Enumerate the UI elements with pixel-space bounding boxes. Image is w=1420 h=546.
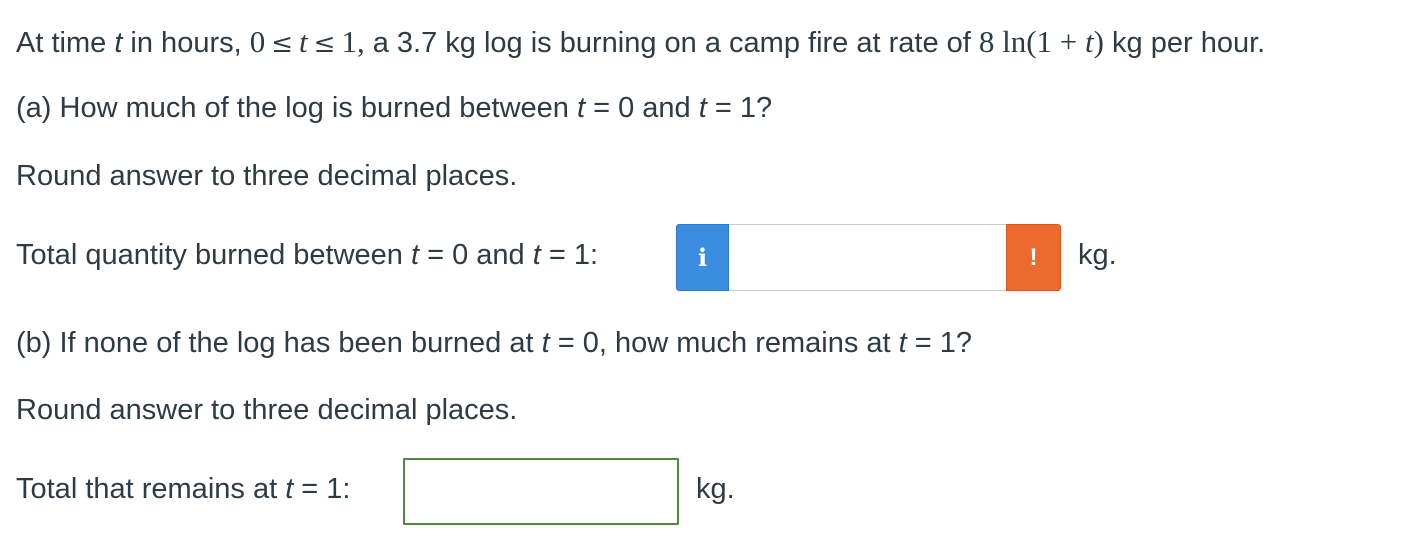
inequality xyxy=(250,24,365,59)
warning-button[interactable] xyxy=(1006,224,1061,291)
inequality-t: t xyxy=(299,24,308,59)
info-button[interactable] xyxy=(676,224,729,291)
info-icon: i xyxy=(697,243,708,272)
part-b-label-var-t: t xyxy=(285,473,294,505)
rate-expression xyxy=(979,24,1104,59)
part-b-unit-label: kg. xyxy=(696,473,735,505)
part-b-question-text: = 0, how much remains at xyxy=(549,327,899,359)
rate-expression-part: 8 ln(1 + xyxy=(978,24,1086,59)
part-a-question-text: = 1? xyxy=(706,92,773,124)
intro-var-t: t xyxy=(114,27,123,59)
part-a-label-text: Total quantity burned between xyxy=(16,239,411,271)
intro-suffix: kg per hour. xyxy=(1104,27,1266,59)
le-symbol: ≤ xyxy=(313,29,336,59)
problem-statement xyxy=(16,24,1265,62)
part-a-unit-label: kg. xyxy=(1078,239,1117,271)
part-a-var-t: t xyxy=(576,92,586,124)
part-a-label-var-t: t xyxy=(411,239,420,271)
part-a-answer-input[interactable] xyxy=(729,224,1007,291)
intro-middle: a 3.7 kg log is burning on a camp fire at rate of xyxy=(364,27,979,59)
part-a-question-text: = 0 and xyxy=(585,92,699,124)
part-b-label-text: = 1: xyxy=(293,473,351,505)
rate-expression-t: t xyxy=(1085,24,1094,59)
le-symbol: ≤ xyxy=(271,29,294,59)
part-a-label-var-t: t xyxy=(532,239,541,271)
part-a-label-text: = 0 and xyxy=(419,239,533,271)
part-b-question xyxy=(16,325,972,361)
part-a-rounding-instruction: Round answer to three decimal places. xyxy=(16,160,518,192)
part-a-question-text: (a) How much of the log is burned between xyxy=(16,92,577,124)
part-a-label-text: = 1: xyxy=(540,239,599,271)
intro-in-hours: in hours, xyxy=(122,27,250,59)
inequality-low: 0 xyxy=(249,24,266,59)
part-b-var-t: t xyxy=(541,327,550,359)
part-b-question-text: (b) If none of the log has been burned at xyxy=(16,327,542,359)
part-b-label-text: Total that remains at xyxy=(16,473,286,505)
part-b-rounding-instruction: Round answer to three decimal places. xyxy=(16,394,518,426)
part-a-var-t: t xyxy=(698,92,707,124)
rate-expression-close: ) xyxy=(1093,24,1104,59)
warning-icon: ! xyxy=(1029,243,1038,271)
part-b-question-text: = 1? xyxy=(906,327,973,359)
part-b-var-t: t xyxy=(898,327,907,359)
intro-prefix: At time xyxy=(16,27,115,59)
part-b-answer-label xyxy=(16,471,351,507)
part-a-question xyxy=(16,90,772,126)
part-b-answer-input[interactable] xyxy=(403,458,679,525)
inequality-high: 1, xyxy=(341,24,365,59)
part-a-answer-label xyxy=(16,237,598,273)
